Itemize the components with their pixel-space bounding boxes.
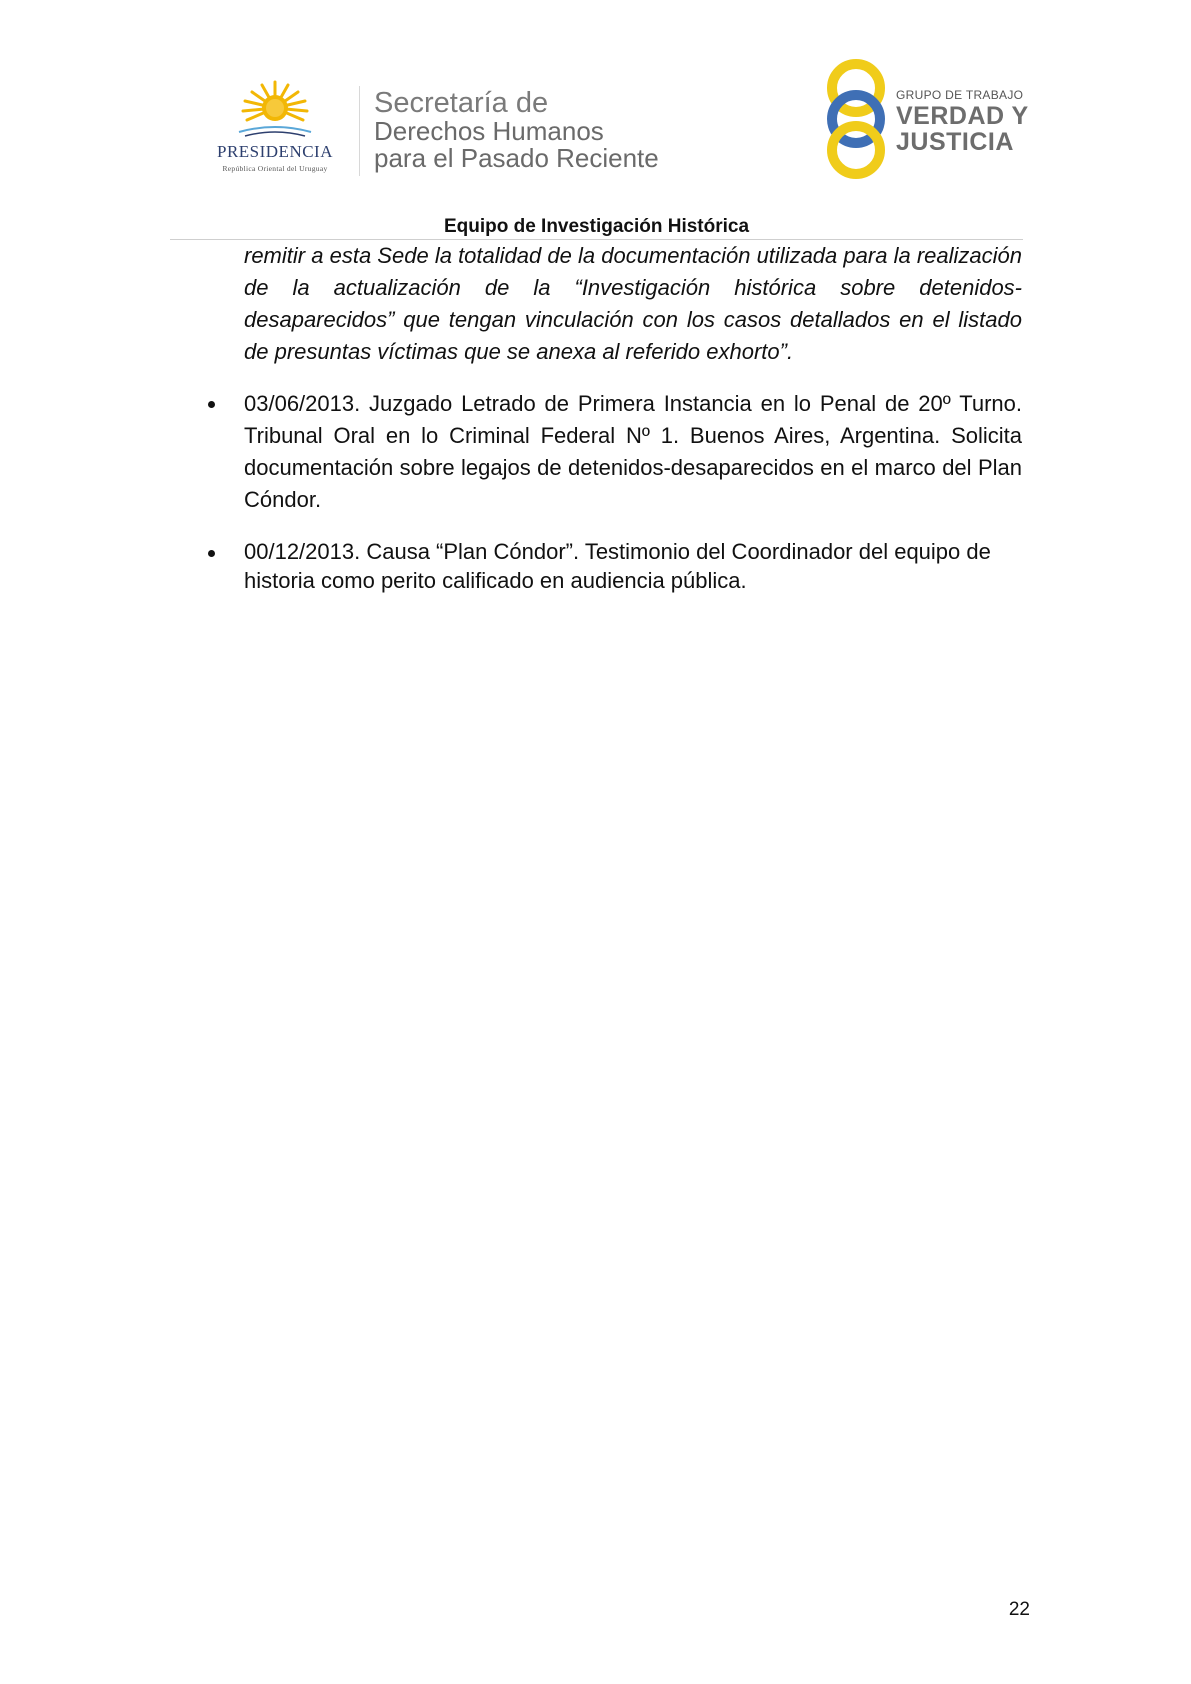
bullet-icon [208, 401, 215, 408]
verdad-justicia-logo [822, 58, 1032, 180]
sun-emblem-icon [235, 78, 315, 138]
page-header [0, 0, 1191, 240]
chain-rings-icon [822, 58, 890, 180]
team-title: Equipo de Investigación Histórica [443, 216, 750, 237]
list-item-text: 03/06/2013. Juzgado Letrado de Primera Instancia en lo Penal de 20º Turno. Tribunal Oral en lo Criminal Federal Nº 1. Buenos Aires, Argentina. Solicita documentación sobre legajos de detenidos-desaparecidos en el marco del Plan Cóndor. [244, 391, 1022, 512]
bullet-icon [208, 550, 215, 557]
presidencia-name: PRESIDENCIA [216, 142, 333, 161]
secretaria-line1: Secretaría de [374, 87, 549, 119]
list-item [244, 388, 1022, 516]
logo-divider [359, 86, 360, 176]
presidencia-logo [195, 78, 355, 178]
vyj-justicia: JUSTICIA [896, 128, 1014, 156]
page-number: 22 [1008, 1599, 1030, 1620]
document-body [244, 240, 1022, 595]
vyj-verdad: VERDAD Y [896, 102, 1029, 130]
secretaria-logo-text [374, 88, 659, 172]
list-item-text: 00/12/2013. Causa “Plan Cóndor”. Testimonio del Coordinador del equipo de historia como perito calificado en audiencia pública. [244, 539, 991, 593]
secretaria-line2: Derechos Humanos [374, 116, 604, 146]
presidencia-subtitle: República Oriental del Uruguay [222, 164, 328, 173]
list-item [244, 537, 1022, 595]
vyj-group-label: GRUPO DE TRABAJO [896, 88, 1024, 102]
secretaria-line3: para el Pasado Reciente [374, 143, 659, 173]
quote-continuation: remitir a esta Sede la totalidad de la documentación utilizada para la realización de la actualización de la “Investigación histórica sobre detenidos- desaparecidos” que tengan vinculación con los casos detallados en el listado de presuntas víctimas que se anexa al referido exhorto”. [244, 243, 1022, 364]
